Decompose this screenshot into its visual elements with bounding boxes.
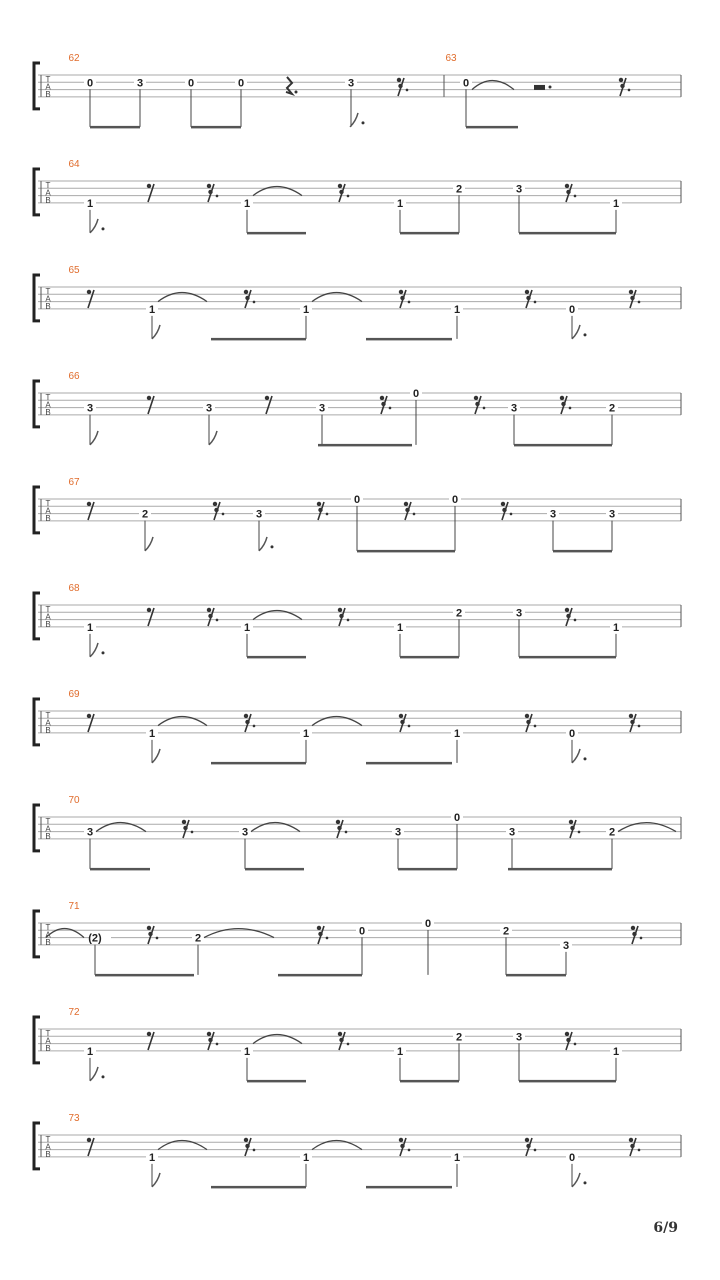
rest-flag (182, 820, 186, 824)
tab-clef-letter: T (45, 1135, 51, 1144)
beam (366, 762, 452, 765)
fret-number: 0 (424, 918, 432, 930)
beam (508, 868, 612, 871)
fret-number: 1 (396, 621, 404, 634)
measure-number: 71 (68, 901, 80, 912)
note-flag (90, 1067, 98, 1081)
beam (400, 232, 459, 235)
rest-flag (631, 926, 635, 930)
rest-flag (525, 290, 529, 294)
fret-number: 3 (86, 402, 94, 415)
beam (519, 656, 616, 659)
rest-flag (620, 84, 624, 88)
system-bracket (34, 699, 40, 745)
fret-number: 1 (302, 727, 310, 740)
rest-flag (629, 290, 633, 294)
rest-flag (630, 1144, 634, 1148)
rest-flag (632, 932, 636, 936)
rest-flag (318, 508, 322, 512)
rest-flag (619, 78, 623, 82)
rest-flag (570, 826, 574, 830)
rest-dot (295, 90, 298, 93)
tab-clef-letter: B (45, 514, 51, 523)
fret-number: 3 (510, 402, 518, 415)
rest-flag (147, 1032, 151, 1036)
rest-dot (326, 513, 329, 516)
rest-flag (502, 508, 506, 512)
tab-clef-letter: T (45, 605, 51, 614)
fret-number: (2) (88, 932, 102, 945)
rest-flag (337, 826, 341, 830)
rest-dot (345, 831, 348, 834)
rest-flag (207, 184, 211, 188)
tab-clef-letter: A (45, 1142, 51, 1152)
tab-clef-letter: T (45, 923, 51, 932)
rest-dot (483, 407, 486, 410)
fret-number: 1 (243, 621, 251, 634)
system-bracket (34, 1123, 40, 1169)
measure-number: 69 (68, 689, 80, 700)
note-flag (152, 749, 160, 763)
rest-flag (565, 1032, 569, 1036)
tab-clef-letter: A (45, 612, 51, 622)
note-flag (259, 537, 267, 551)
rest-flag (87, 1138, 91, 1142)
fret-number: 0 (412, 388, 420, 400)
note-dot (584, 757, 587, 760)
fret-number: 1 (243, 1045, 251, 1058)
beam (247, 1080, 306, 1083)
rest-flag (629, 1138, 633, 1142)
note-flag (145, 537, 153, 551)
tab-clef-letter: T (45, 75, 51, 84)
tab-clef-letter: T (45, 181, 51, 190)
rest-dot (638, 725, 641, 728)
rest-dot (216, 619, 219, 622)
fret-number: 0 (453, 812, 461, 824)
fret-number: 0 (568, 727, 576, 740)
beam (95, 974, 194, 977)
rest-flag (566, 190, 570, 194)
beam (191, 126, 241, 128)
beam (519, 232, 616, 235)
rest-flag (338, 608, 342, 612)
rest-flag (147, 396, 151, 400)
tab-clef-letter: B (45, 1150, 51, 1159)
fret-number: 0 (187, 77, 195, 90)
tab-clef-letter: B (45, 302, 51, 311)
rest-flag (318, 932, 322, 936)
fret-number: 3 (508, 826, 516, 839)
rest-flag (398, 84, 402, 88)
fret-number: 1 (86, 621, 94, 634)
beam (366, 338, 452, 341)
rest-flag (525, 714, 529, 718)
note-dot (362, 121, 365, 124)
rest-dot (389, 407, 392, 410)
rest-flag (317, 502, 321, 506)
tab-clef-letter: B (45, 90, 51, 99)
rest-flag (244, 1138, 248, 1142)
system-bracket (34, 381, 40, 427)
rest-flag (207, 608, 211, 612)
fret-number: 2 (502, 925, 510, 938)
fret-number: 2 (608, 826, 616, 839)
quarter-rest (286, 77, 292, 94)
beam (400, 1080, 459, 1083)
fret-number: 1 (243, 197, 251, 210)
beam (90, 126, 140, 128)
fret-number: 1 (302, 303, 310, 316)
fret-number: 2 (455, 607, 463, 620)
rest-flag (565, 608, 569, 612)
tab-clef-letter: B (45, 1044, 51, 1053)
system-bracket (34, 63, 40, 109)
rest-dot (406, 89, 409, 92)
beam (245, 868, 304, 871)
note-flag (90, 643, 98, 657)
measure-number: 70 (68, 795, 80, 806)
fret-number: 1 (148, 727, 156, 740)
fret-number: 1 (302, 1151, 310, 1164)
tab-clef-letter: A (45, 930, 51, 940)
system-bracket (34, 1017, 40, 1063)
tab-clef-letter: T (45, 287, 51, 296)
rest-dot (326, 937, 329, 940)
tab-clef-letter: A (45, 824, 51, 834)
note-flag (572, 749, 580, 763)
fret-number: 2 (194, 932, 202, 945)
rest-dot (534, 725, 537, 728)
fret-number: 3 (347, 77, 355, 90)
rest-dot (578, 831, 581, 834)
rest-dot (408, 725, 411, 728)
fret-number: 2 (141, 508, 149, 521)
fret-number: 3 (562, 939, 570, 952)
beam (90, 868, 150, 871)
fret-number: 0 (358, 925, 366, 938)
note-dot (584, 333, 587, 336)
tab-clef-letter: A (45, 718, 51, 728)
rest-flag (245, 296, 249, 300)
rest-flag (336, 820, 340, 824)
rest-dot (253, 1149, 256, 1152)
note-flag (152, 325, 160, 339)
rest-flag (148, 932, 152, 936)
rest-flag (147, 926, 151, 930)
rest-flag (147, 608, 151, 612)
rest-flag (87, 290, 91, 294)
rest-flag (404, 502, 408, 506)
fret-number: 2 (455, 183, 463, 196)
beam (366, 1186, 452, 1189)
fret-number: 2 (608, 402, 616, 415)
tab-clef-letter: A (45, 82, 51, 92)
fret-number: 3 (318, 402, 326, 415)
rest-flag (244, 290, 248, 294)
beam (278, 974, 362, 977)
system-bracket (34, 487, 40, 533)
fret-number: 1 (86, 1045, 94, 1058)
measure-number: 64 (68, 159, 80, 170)
rest-dot (510, 513, 513, 516)
fret-number: 3 (549, 508, 557, 521)
fret-number: 0 (86, 77, 94, 90)
rest-dot (640, 937, 643, 940)
rest-flag (339, 614, 343, 618)
beam (519, 1080, 616, 1083)
note-dot (102, 1075, 105, 1078)
beam (318, 444, 412, 447)
rest-flag (565, 184, 569, 188)
rest-dot (638, 301, 641, 304)
tab-clef-letter: T (45, 711, 51, 720)
system-bracket (34, 169, 40, 215)
rest-flag (87, 502, 91, 506)
tab-clef-letter: A (45, 188, 51, 198)
fret-number: 1 (86, 197, 94, 210)
rest-dot (638, 1149, 641, 1152)
rest-flag (400, 1144, 404, 1148)
rest-flag (561, 402, 565, 406)
tab-clef-letter: B (45, 620, 51, 629)
rest-flag (397, 78, 401, 82)
rest-flag (147, 184, 151, 188)
fret-number: 1 (396, 197, 404, 210)
fret-number: 3 (86, 826, 94, 839)
note-dot (271, 545, 274, 548)
rest-flag (338, 1032, 342, 1036)
rest-flag (399, 714, 403, 718)
system-bracket (34, 593, 40, 639)
beam (211, 338, 306, 341)
tab-clef-letter: T (45, 1029, 51, 1038)
rest-dot (534, 1149, 537, 1152)
fret-number: 1 (148, 303, 156, 316)
rest-dot (569, 407, 572, 410)
rest-dot (408, 301, 411, 304)
rest-dot (253, 725, 256, 728)
rest-flag (317, 926, 321, 930)
note-dot (102, 227, 105, 230)
rest-flag (245, 720, 249, 724)
tab-clef-letter: T (45, 817, 51, 826)
rest-flag (245, 1144, 249, 1148)
rest-flag (630, 720, 634, 724)
rest-flag (566, 1038, 570, 1042)
fret-number: 1 (612, 621, 620, 634)
tab-clef-letter: A (45, 1036, 51, 1046)
rest-dot (574, 195, 577, 198)
fret-number: 3 (241, 826, 249, 839)
fret-number: 3 (515, 1031, 523, 1044)
rest-flag (629, 714, 633, 718)
system-bracket (34, 911, 40, 957)
note-dot (102, 651, 105, 654)
rest-flag (405, 508, 409, 512)
rest-dot (413, 513, 416, 516)
beam (506, 974, 566, 977)
fret-number: 2 (455, 1031, 463, 1044)
fret-number: 3 (136, 77, 144, 90)
rest-flag (214, 508, 218, 512)
measure-number: 65 (68, 265, 80, 276)
tab-clef-letter: B (45, 196, 51, 205)
rest-dot (216, 1043, 219, 1046)
rest-dot (574, 1043, 577, 1046)
beam (247, 656, 306, 659)
tab-clef-letter: A (45, 294, 51, 304)
beam (211, 1186, 306, 1189)
rest-flag (566, 614, 570, 618)
rest-flag (526, 1144, 530, 1148)
rest-flag (560, 396, 564, 400)
rest-dot (191, 831, 194, 834)
rest-flag (338, 184, 342, 188)
fret-number: 1 (453, 303, 461, 316)
rest-flag (339, 1038, 343, 1042)
tab-clef-letter: B (45, 408, 51, 417)
rest-flag (399, 1138, 403, 1142)
tab-clef-letter: B (45, 726, 51, 735)
rest-flag (207, 1032, 211, 1036)
rest-flag (381, 402, 385, 406)
beam (400, 656, 459, 659)
rest-flag (339, 190, 343, 194)
note-dot (584, 1181, 587, 1184)
measure-number: 72 (68, 1007, 80, 1018)
rest-dot (347, 1043, 350, 1046)
beam (466, 126, 518, 128)
beam (398, 868, 457, 871)
half-rest (534, 85, 545, 90)
measure-number: 67 (68, 477, 80, 488)
beam (357, 550, 455, 553)
fret-number: 0 (568, 303, 576, 316)
fret-number: 0 (568, 1151, 576, 1164)
rest-dot (347, 195, 350, 198)
rest-flag (399, 290, 403, 294)
rest-flag (208, 1038, 212, 1042)
rest-flag (213, 502, 217, 506)
rest-flag (400, 296, 404, 300)
fret-number: 1 (453, 727, 461, 740)
rest-flag (525, 1138, 529, 1142)
fret-number: 1 (612, 1045, 620, 1058)
rest-flag (526, 720, 530, 724)
rest-flag (474, 396, 478, 400)
measure-number: 62 (68, 53, 80, 64)
fret-number: 1 (453, 1151, 461, 1164)
rest-dot (574, 619, 577, 622)
rest-flag (501, 502, 505, 506)
rest-dot (253, 301, 256, 304)
fret-number: 0 (237, 77, 245, 90)
beam (247, 232, 306, 235)
rest-flag (265, 396, 269, 400)
beam (514, 444, 612, 447)
rest-flag (630, 296, 634, 300)
tab-clef-letter: T (45, 393, 51, 402)
system-bracket (34, 275, 40, 321)
rest-dot (156, 937, 159, 940)
fret-number: 3 (394, 826, 402, 839)
tab-clef-letter: B (45, 938, 51, 947)
fret-number: 0 (353, 494, 361, 506)
fret-number: 1 (612, 197, 620, 210)
rest-flag (380, 396, 384, 400)
rest-dot (347, 619, 350, 622)
measure-number: 68 (68, 583, 80, 594)
tab-clef-letter: A (45, 400, 51, 410)
system-bracket (34, 805, 40, 851)
tab-clef-letter: A (45, 506, 51, 516)
measure-number: 66 (68, 371, 80, 382)
measure-number: 63 (445, 53, 457, 64)
fret-number: 1 (148, 1151, 156, 1164)
rest-dot (216, 195, 219, 198)
page-number: 6/9 (653, 1220, 678, 1236)
rest-flag (183, 826, 187, 830)
rest-flag (400, 720, 404, 724)
fret-number: 0 (462, 77, 470, 90)
note-flag (90, 431, 98, 445)
note-flag (572, 325, 580, 339)
rest-dot (534, 301, 537, 304)
rest-flag (244, 714, 248, 718)
rest-flag (208, 190, 212, 194)
tab-clef-letter: B (45, 832, 51, 841)
rest-flag (208, 614, 212, 618)
rest-flag (526, 296, 530, 300)
note-flag (209, 431, 217, 445)
fret-number: 3 (515, 183, 523, 196)
measure-number: 73 (68, 1113, 80, 1124)
fret-number: 3 (205, 402, 213, 415)
rest-flag (475, 402, 479, 406)
note-flag (90, 219, 98, 233)
fret-number: 0 (451, 494, 459, 506)
rest-flag (87, 714, 91, 718)
rest-dot (408, 1149, 411, 1152)
fret-number: 3 (515, 607, 523, 620)
fret-number: 3 (608, 508, 616, 521)
rest-dot (628, 89, 631, 92)
beam (553, 550, 612, 553)
rest-dot (222, 513, 225, 516)
fret-number: 1 (396, 1045, 404, 1058)
tab-clef-letter: T (45, 499, 51, 508)
rest-dot (549, 85, 552, 88)
beam (211, 762, 306, 765)
note-flag (572, 1173, 580, 1187)
rest-flag (569, 820, 573, 824)
note-flag (152, 1173, 160, 1187)
fret-number: 3 (255, 508, 263, 521)
